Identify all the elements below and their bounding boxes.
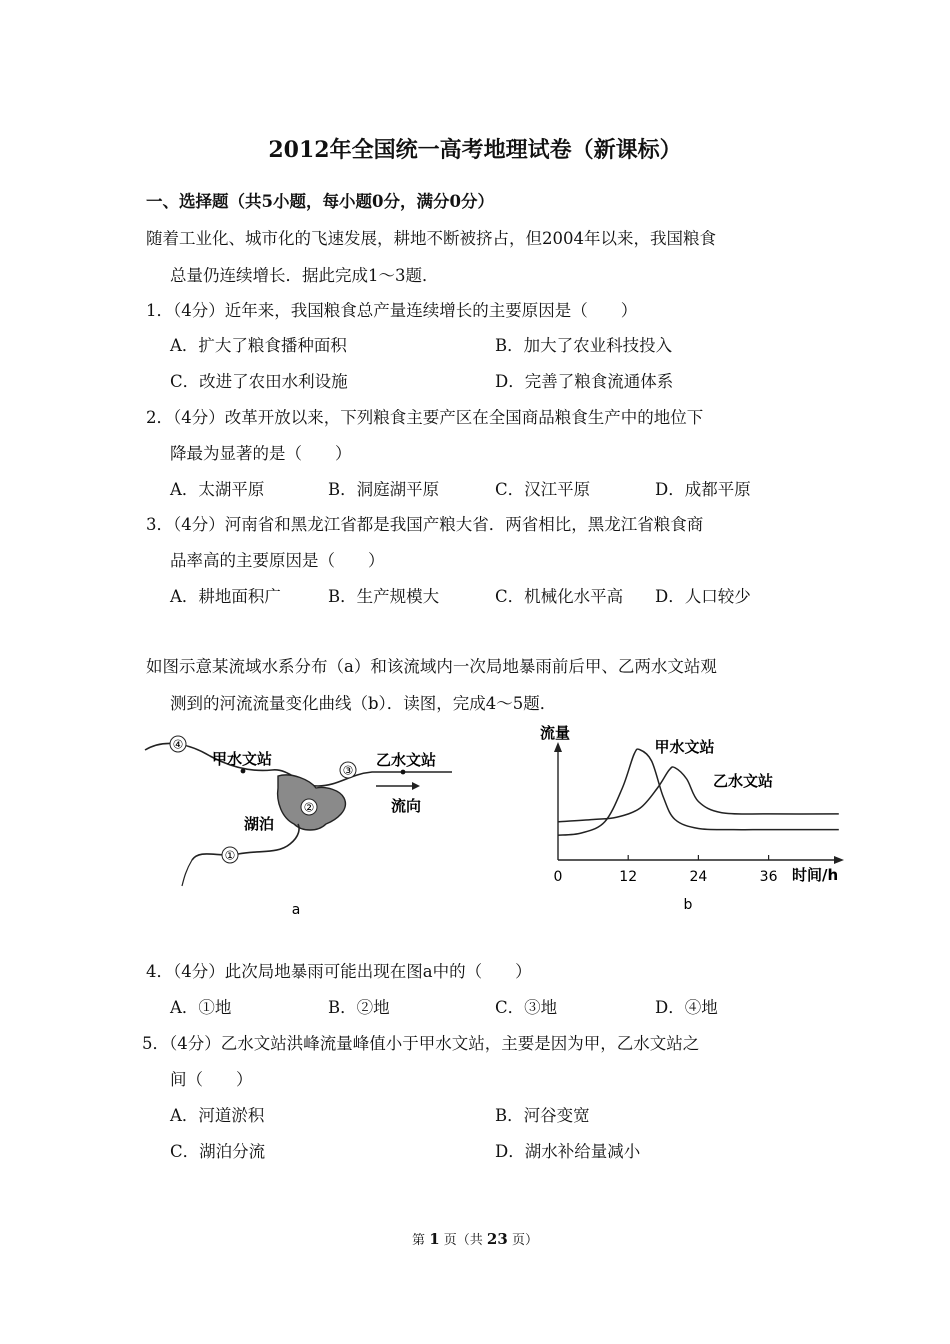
series-label-yi: 乙水文站 (713, 772, 774, 790)
question-5-option-c[interactable]: C．湖泊分流 (170, 1142, 266, 1161)
figure-a-caption: a (291, 902, 301, 918)
question-4-option-a[interactable]: A．①地 (170, 998, 232, 1017)
question-2-stem-cont: 降最为显著的是（ ） (170, 444, 352, 463)
footer-prefix: 第 (412, 1233, 426, 1248)
intro2-line2: 测到的河流流量变化曲线（b）．读图，完成4～5题． (170, 694, 557, 713)
series-label-jia: 甲水文站 (654, 738, 715, 756)
figure-b-caption: b (683, 897, 693, 913)
x-tick-label: 36 (759, 869, 778, 885)
intro1-line2: 总量仍连续增长．据此完成1～3题． (170, 266, 439, 285)
lake-label: 湖泊 (244, 815, 275, 833)
question-5-stem: 5．（4分）乙水文站洪峰流量峰值小于甲水文站，主要是因为甲，乙水文站之 (142, 1034, 700, 1053)
flow-arrow-head (412, 782, 420, 790)
question-5-option-b[interactable]: B．河谷变宽 (495, 1106, 590, 1125)
y-axis-label: 流量 (540, 724, 571, 742)
page-footer (0, 1229, 950, 1248)
question-3-option-a[interactable]: A．耕地面积广 (170, 587, 281, 606)
station-jia-label: 甲水文站 (212, 750, 273, 768)
footer-total-pages: 23 (486, 1230, 508, 1248)
footer-suffix: 页） (511, 1233, 538, 1248)
question-3-option-c[interactable]: C．机械化水平高 (495, 587, 624, 606)
y-axis-arrow (554, 742, 562, 752)
station-yi-label: 乙水文站 (376, 751, 437, 769)
question-4-option-d[interactable]: D．④地 (655, 998, 718, 1017)
page-title: 2012年全国统一高考地理试卷（新课标） (268, 137, 682, 163)
footer-mid: 页（共 (443, 1233, 483, 1248)
question-5-stem-cont: 间（ ） (170, 1070, 253, 1089)
question-3-option-b[interactable]: B．生产规模大 (328, 587, 440, 606)
figure-b-discharge-chart (530, 718, 850, 918)
question-1-stem: 1．（4分）近年来，我国粮食总产量连续增长的主要原因是（ ） (146, 301, 638, 320)
x-tick-label: 0 (553, 869, 563, 885)
x-tick-label: 12 (619, 869, 638, 885)
x-axis-arrow (834, 856, 844, 864)
question-3-stem-cont: 品率高的主要原因是（ ） (170, 551, 385, 570)
question-2-option-c[interactable]: C．汉江平原 (495, 480, 591, 499)
series-line-yi (558, 767, 839, 822)
question-5-option-a[interactable]: A．河道淤积 (170, 1106, 265, 1125)
question-4-option-c[interactable]: C．③地 (495, 998, 558, 1017)
question-1-option-a[interactable]: A．扩大了粮食播种面积 (170, 336, 347, 355)
question-2-option-d[interactable]: D．成都平原 (655, 480, 751, 499)
question-3-option-d[interactable]: D．人口较少 (655, 587, 751, 606)
question-1-option-c[interactable]: C．改进了农田水利设施 (170, 372, 348, 391)
series-line-jia (558, 749, 839, 835)
question-2-stem: 2．（4分）改革开放以来，下列粮食主要产区在全国商品粮食生产中的地位下 (146, 408, 704, 427)
question-5-option-d[interactable]: D．湖水补给量减小 (495, 1142, 641, 1161)
flow-direction-label: 流向 (391, 797, 422, 815)
question-1-option-b[interactable]: B．加大了农业科技投入 (495, 336, 673, 355)
question-2-option-b[interactable]: B．洞庭湖平原 (328, 480, 440, 499)
station-yi-marker (401, 770, 406, 775)
question-4-stem: 4．（4分）此次局地暴雨可能出现在图a中的（ ） (146, 962, 532, 981)
question-4-option-b[interactable]: B．②地 (328, 998, 390, 1017)
point-4-label: ④ (172, 737, 184, 752)
station-jia-marker (241, 769, 246, 774)
point-1-label: ① (224, 848, 236, 863)
question-2-option-a[interactable]: A．太湖平原 (170, 480, 265, 499)
x-tick-label: 24 (689, 869, 708, 885)
footer-page-number: 1 (429, 1230, 440, 1248)
intro1-line1: 随着工业化、城市化的飞速发展，耕地不断被挤占，但2004年以来，我国粮食 (146, 229, 716, 248)
intro2-line1: 如图示意某流域水系分布（a）和该流域内一次局地暴雨前后甲、乙两水文站观 (146, 657, 717, 676)
figure-a-river-map (140, 728, 470, 923)
question-3-stem: 3．（4分）河南省和黑龙江省都是我国产粮大省．两省相比，黑龙江省粮食商 (146, 515, 704, 534)
point-3-label: ③ (342, 763, 354, 778)
section-heading: 一、选择题（共5小题，每小题0分，满分0分） (146, 192, 494, 211)
tributary-source (182, 860, 192, 886)
point-2-label: ② (303, 800, 315, 815)
question-1-option-d[interactable]: D．完善了粮食流通体系 (495, 372, 674, 391)
x-axis-label: 时间/h (792, 866, 839, 884)
